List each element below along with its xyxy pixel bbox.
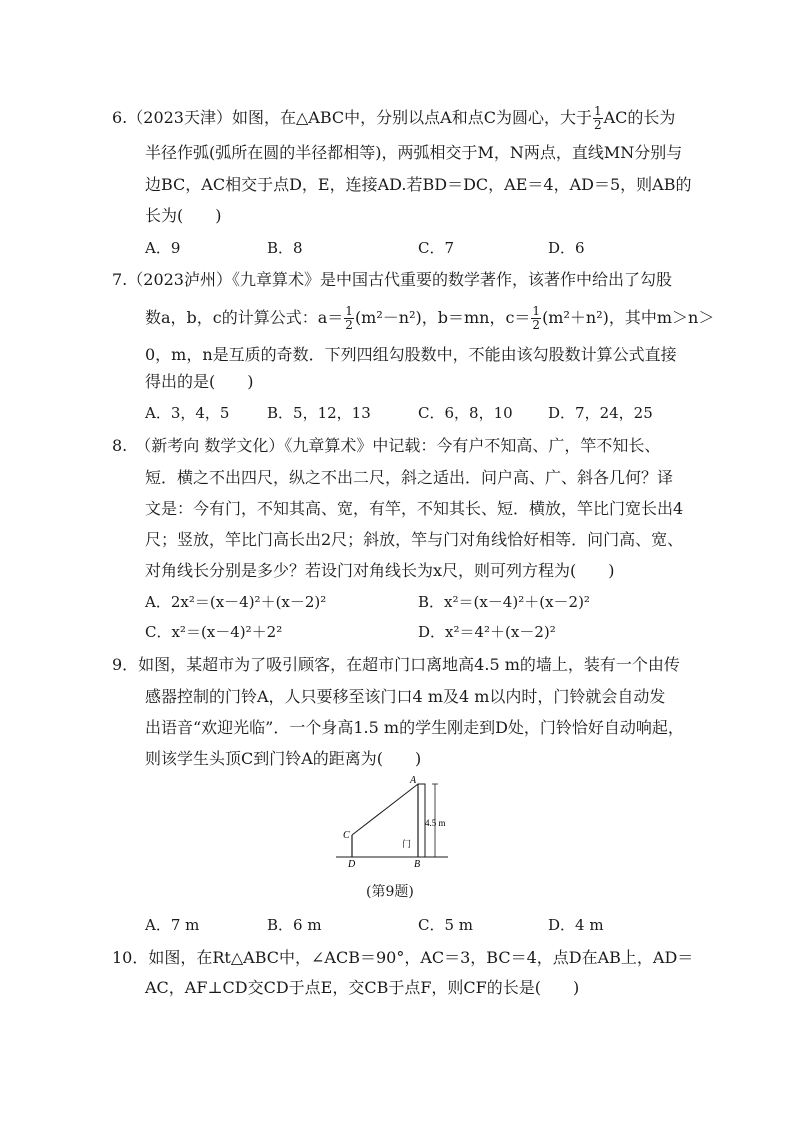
q7-line2: [145, 305, 714, 332]
q7-frac1-num: 1: [345, 304, 353, 318]
q7-option-d[interactable]: D．7，24，25: [548, 404, 653, 422]
q7-line3: 0，m，n是互质的奇数．下列四组勾股数中，不能由该勾股数计算公式直接: [145, 345, 677, 364]
line-ca: [352, 784, 418, 835]
q8-option-a[interactable]: A．2x²＝(x－4)²＋(x－2)²: [145, 593, 327, 611]
q7-line1: 7.（2023泸州）《九章算术》是中国古代重要的数学著作，该著作中给出了勾股: [112, 270, 672, 289]
q6-option-b[interactable]: B．8: [267, 239, 303, 257]
q6-fraction: [593, 105, 603, 132]
q7-option-b[interactable]: B．5，12，13: [267, 404, 371, 422]
q7-frac2-den: 2: [532, 318, 541, 332]
q10-line1: 10．如图，在Rt△ABC中，∠ACB＝90°，AC＝3，BC＝4，点D在AB上，AD＝: [112, 948, 694, 967]
q8-line4: 尺；竖放，竿比门高长出2尺；斜放，竿与门对角线恰好相等．问门高、宽、: [145, 530, 684, 549]
q9-line4: 则该学生头顶C到门铃A的距离为( ): [145, 749, 422, 768]
q9-line1: 9．如图，某超市为了吸引顾客，在超市门口离地高4.5 m的墙上，装有一个由传: [112, 655, 680, 674]
q7-option-c[interactable]: C．6，8，10: [418, 404, 513, 422]
wall-rect: [418, 784, 425, 857]
q6-line1-text-b: AC的长为: [603, 108, 676, 127]
label-a: A: [410, 775, 417, 786]
q9-line2: 感器控制的门铃A，人只要移至该门口4 m及4 m以内时，门铃就会自动发: [145, 687, 666, 706]
q9-figure-caption: (第9题): [366, 884, 414, 900]
height-label: 4.5 m: [425, 818, 446, 828]
q8-option-c[interactable]: C．x²＝(x－4)²＋2²: [145, 623, 283, 641]
q7-frac2-num: 1: [532, 304, 541, 318]
q6-frac-den: 2: [593, 118, 602, 132]
q7-line2-text-c: (m²＋n²)，其中m＞n＞: [542, 308, 715, 327]
q7-line2-text-a: 数a，b，c的计算公式：a＝: [145, 308, 344, 327]
door-label: 门: [402, 839, 412, 849]
q8-option-b[interactable]: B．x²＝(x－4)²＋(x－2)²: [418, 593, 590, 611]
q9-option-d[interactable]: D．4 m: [548, 916, 604, 934]
q7-frac1-den: 2: [345, 318, 353, 332]
q6-frac-num: 1: [593, 104, 602, 118]
q6-option-d[interactable]: D．6: [548, 239, 585, 257]
q6-line1: [112, 105, 675, 132]
q6-line3: 边BC，AC相交于点D，E，连接AD.若BD＝DC，AE＝4，AD＝5，则AB的: [145, 175, 692, 194]
q6-line2: 半径作弧(弧所在圆的半径都相等)，两弧相交于M，N两点，直线MN分别与: [145, 143, 683, 162]
q9-option-c[interactable]: C．5 m: [418, 916, 474, 934]
q8-line5: 对角线长分别是多少？若设门对角线长为x尺，则可列方程为( ): [145, 561, 615, 580]
q9-option-b[interactable]: B．6 m: [267, 916, 322, 934]
q9-option-a[interactable]: A．7 m: [145, 916, 200, 934]
q7-line2-text-b: (m²－n²)，b＝mn，c＝: [354, 308, 531, 327]
q8-line1: 8. （新考向 数学文化）《九章算术》中记载：今有户不知高、广，竿不知长、: [112, 436, 661, 455]
q10-line2: AC，AF⊥CD交CD于点E，交CB于点F，则CF的长是( ): [145, 978, 580, 997]
q8-option-d[interactable]: D．x²＝4²＋(x－2)²: [418, 623, 556, 641]
q9-line3: 出语音“欢迎光临”．一个身高1.5 m的学生刚走到D处，门铃恰好自动响起，: [145, 718, 684, 737]
q6-line1-text-a: 6.（2023天津）如图，在△ABC中，分别以点A和点C为圆心，大于: [112, 108, 592, 127]
q7-line4: 得出的是( ): [145, 372, 254, 391]
q7-option-a[interactable]: A．3，4，5: [145, 404, 230, 422]
q8-line3: 文是：今有门，不知其高、宽，有竿，不知其长、短．横放，竿比门宽长出4: [145, 499, 684, 518]
label-c: C: [343, 830, 350, 841]
q7-fraction-1: [344, 305, 354, 332]
label-b: B: [414, 859, 421, 867]
q9-figure: [330, 772, 460, 867]
q7-fraction-2: [531, 305, 541, 332]
q6-option-a[interactable]: A．9: [145, 239, 181, 257]
q8-line2: 短．横之不出四尺，纵之不出二尺，斜之适出．问户高、广、斜各几何？译: [145, 468, 674, 487]
q6-line4: 长为( ): [145, 206, 222, 225]
label-d: D: [348, 859, 356, 867]
q6-option-c[interactable]: C．7: [418, 239, 455, 257]
